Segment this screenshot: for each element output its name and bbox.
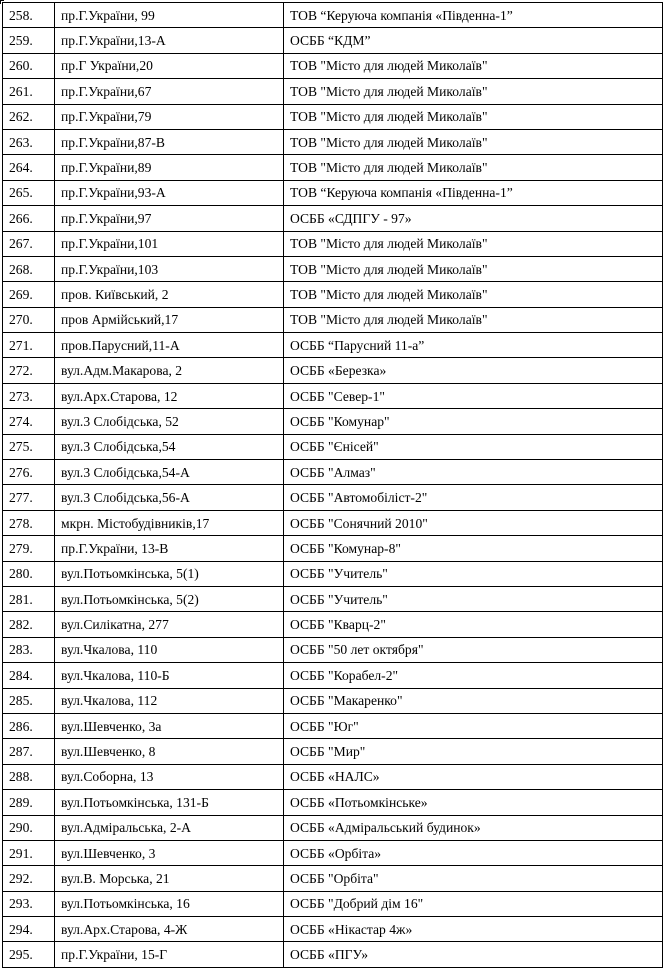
row-number-cell: 292. — [3, 866, 55, 891]
address-cell: вул.Адміральська, 2-А — [55, 815, 284, 840]
address-cell: вул.Адм.Макарова, 2 — [55, 358, 284, 383]
address-cell: вул.В. Морська, 21 — [55, 866, 284, 891]
row-number-cell: 276. — [3, 460, 55, 485]
address-cell: вул.Арх.Старова, 4-Ж — [55, 917, 284, 942]
address-cell: пр.Г.України,79 — [55, 104, 284, 129]
address-cell: вул.Чкалова, 110-Б — [55, 663, 284, 688]
address-cell: вул.Потьомкінська, 16 — [55, 891, 284, 916]
organization-cell: ОСББ «Потьомкінське» — [284, 790, 663, 815]
organization-cell: ТОВ "Місто для людей Миколаїв" — [284, 79, 663, 104]
table-row — [3, 434, 663, 459]
table-row — [3, 28, 663, 53]
table-row — [3, 510, 663, 535]
table-row — [3, 891, 663, 916]
address-cell: пр.Г.України, 99 — [55, 3, 284, 28]
organization-cell: ОСББ "Комунар-8" — [284, 536, 663, 561]
address-cell: пр.Г.України,67 — [55, 79, 284, 104]
row-number-cell: 266. — [3, 206, 55, 231]
row-number-cell: 274. — [3, 409, 55, 434]
table-row — [3, 536, 663, 561]
organization-cell: ОСББ "Добрий дім 16" — [284, 891, 663, 916]
row-number-cell: 258. — [3, 3, 55, 28]
organization-cell: ОСББ “КДМ” — [284, 28, 663, 53]
table-row — [3, 637, 663, 662]
address-cell: пров.Парусний,11-А — [55, 333, 284, 358]
row-number-cell: 294. — [3, 917, 55, 942]
address-cell: пр.Г.України,13-А — [55, 28, 284, 53]
organization-cell: ОСББ "Кварц-2" — [284, 612, 663, 637]
row-number-cell: 272. — [3, 358, 55, 383]
organization-cell: ТОВ "Місто для людей Миколаїв" — [284, 231, 663, 256]
row-number-cell: 286. — [3, 713, 55, 738]
table-row — [3, 104, 663, 129]
organization-cell: ОСББ «СДПГУ - 97» — [284, 206, 663, 231]
table-row — [3, 586, 663, 611]
address-cell: пр.Г.України,101 — [55, 231, 284, 256]
table-row — [3, 256, 663, 281]
address-cell: вул.3 Слобідська,56-А — [55, 485, 284, 510]
table-row — [3, 485, 663, 510]
table-row — [3, 155, 663, 180]
address-cell: пр.Г.України,103 — [55, 256, 284, 281]
table-row — [3, 53, 663, 78]
row-number-cell: 285. — [3, 688, 55, 713]
table-row — [3, 460, 663, 485]
address-cell: вул.Силікатна, 277 — [55, 612, 284, 637]
row-number-cell: 259. — [3, 28, 55, 53]
table-row — [3, 358, 663, 383]
table-row — [3, 3, 663, 28]
table-row — [3, 815, 663, 840]
document-page — [2, 2, 663, 968]
organization-cell: ОСББ "Комунар" — [284, 409, 663, 434]
organization-cell: ТОВ "Місто для людей Миколаїв" — [284, 53, 663, 78]
row-number-cell: 270. — [3, 307, 55, 332]
table-row — [3, 307, 663, 332]
table-row — [3, 917, 663, 942]
organization-cell: ОСББ "50 лет октября" — [284, 637, 663, 662]
table-row — [3, 713, 663, 738]
address-cell: пр.Г.України, 15-Г — [55, 942, 284, 967]
organization-cell: ТОВ “Керуюча компанія «Південна-1” — [284, 180, 663, 205]
address-cell: вул.Потьомкінська, 5(2) — [55, 586, 284, 611]
table-row — [3, 383, 663, 408]
table-row — [3, 764, 663, 789]
table-row — [3, 129, 663, 154]
organization-cell: ТОВ "Місто для людей Миколаїв" — [284, 282, 663, 307]
table-row — [3, 79, 663, 104]
address-cell: вул.Потьомкінська, 131-Б — [55, 790, 284, 815]
row-number-cell: 261. — [3, 79, 55, 104]
table-row — [3, 663, 663, 688]
organization-cell: ОСББ "Юг" — [284, 713, 663, 738]
table-row — [3, 840, 663, 865]
organization-cell: ОСББ «Адміральський будинок» — [284, 815, 663, 840]
organization-cell: ОСББ "Сонячний 2010" — [284, 510, 663, 535]
address-cell: вул.Арх.Старова, 12 — [55, 383, 284, 408]
address-cell: вул.Шевченко, 3 — [55, 840, 284, 865]
row-number-cell: 284. — [3, 663, 55, 688]
address-cell: пр.Г.України,89 — [55, 155, 284, 180]
organization-cell: ТОВ "Місто для людей Миколаїв" — [284, 104, 663, 129]
row-number-cell: 260. — [3, 53, 55, 78]
row-number-cell: 269. — [3, 282, 55, 307]
address-cell: пр.Г.України, 13-В — [55, 536, 284, 561]
row-number-cell: 267. — [3, 231, 55, 256]
row-number-cell: 282. — [3, 612, 55, 637]
organization-cell: ОСББ “Парусний 11-а” — [284, 333, 663, 358]
table-row — [3, 866, 663, 891]
row-number-cell: 263. — [3, 129, 55, 154]
table-row — [3, 790, 663, 815]
organization-cell: ТОВ "Місто для людей Миколаїв" — [284, 256, 663, 281]
row-number-cell: 288. — [3, 764, 55, 789]
organization-cell: ТОВ "Місто для людей Миколаїв" — [284, 129, 663, 154]
table-row — [3, 612, 663, 637]
organization-cell: ОСББ "Корабел-2" — [284, 663, 663, 688]
table-row — [3, 206, 663, 231]
address-cell: вул.Чкалова, 110 — [55, 637, 284, 662]
row-number-cell: 264. — [3, 155, 55, 180]
row-number-cell: 295. — [3, 942, 55, 967]
organization-cell: ОСББ «Березка» — [284, 358, 663, 383]
organization-cell: ОСББ «Орбіта» — [284, 840, 663, 865]
address-cell: вул.Шевченко, 8 — [55, 739, 284, 764]
table-row — [3, 409, 663, 434]
address-cell: пров Армійський,17 — [55, 307, 284, 332]
address-cell: вул.Чкалова, 112 — [55, 688, 284, 713]
organization-cell: ОСББ «Нікастар 4ж» — [284, 917, 663, 942]
registry-table-body — [3, 3, 663, 968]
address-cell: пров. Київський, 2 — [55, 282, 284, 307]
row-number-cell: 279. — [3, 536, 55, 561]
row-number-cell: 281. — [3, 586, 55, 611]
organization-cell: ТОВ "Місто для людей Миколаїв" — [284, 307, 663, 332]
address-cell: вул.Соборна, 13 — [55, 764, 284, 789]
row-number-cell: 278. — [3, 510, 55, 535]
organization-cell: ОСББ «НАЛС» — [284, 764, 663, 789]
organization-cell: ОСББ «ПГУ» — [284, 942, 663, 967]
address-cell: мкрн. Містобудівників,17 — [55, 510, 284, 535]
address-cell: вул.3 Слобідська, 52 — [55, 409, 284, 434]
organization-cell: ОСББ "Мир" — [284, 739, 663, 764]
table-row — [3, 333, 663, 358]
organization-cell: ТОВ "Місто для людей Миколаїв" — [284, 155, 663, 180]
address-cell: вул.Шевченко, 3а — [55, 713, 284, 738]
table-row — [3, 942, 663, 967]
address-cell: вул.Потьомкінська, 5(1) — [55, 561, 284, 586]
row-number-cell: 293. — [3, 891, 55, 916]
row-number-cell: 289. — [3, 790, 55, 815]
organization-cell: ТОВ “Керуюча компанія «Південна-1” — [284, 3, 663, 28]
organization-cell: ОСББ "Макаренко" — [284, 688, 663, 713]
address-cell: пр.Г.України,93-А — [55, 180, 284, 205]
table-row — [3, 688, 663, 713]
organization-cell: ОСББ "Север-1" — [284, 383, 663, 408]
organization-cell: ОСББ "Автомобіліст-2" — [284, 485, 663, 510]
table-row — [3, 282, 663, 307]
address-cell: вул.3 Слобідська,54-А — [55, 460, 284, 485]
row-number-cell: 273. — [3, 383, 55, 408]
address-cell: пр.Г України,20 — [55, 53, 284, 78]
row-number-cell: 290. — [3, 815, 55, 840]
table-row — [3, 231, 663, 256]
registry-table — [2, 2, 663, 968]
address-cell: пр.Г.України,87-В — [55, 129, 284, 154]
table-row — [3, 739, 663, 764]
organization-cell: ОСББ "Алмаз" — [284, 460, 663, 485]
address-cell: вул.3 Слобідська,54 — [55, 434, 284, 459]
row-number-cell: 287. — [3, 739, 55, 764]
row-number-cell: 268. — [3, 256, 55, 281]
row-number-cell: 291. — [3, 840, 55, 865]
organization-cell: ОСББ "Орбіта" — [284, 866, 663, 891]
row-number-cell: 275. — [3, 434, 55, 459]
row-number-cell: 262. — [3, 104, 55, 129]
row-number-cell: 280. — [3, 561, 55, 586]
table-row — [3, 180, 663, 205]
row-number-cell: 265. — [3, 180, 55, 205]
table-row — [3, 561, 663, 586]
row-number-cell: 277. — [3, 485, 55, 510]
row-number-cell: 271. — [3, 333, 55, 358]
organization-cell: ОСББ "Учитель" — [284, 561, 663, 586]
address-cell: пр.Г.України,97 — [55, 206, 284, 231]
row-number-cell: 283. — [3, 637, 55, 662]
organization-cell: ОСББ "Єнісей" — [284, 434, 663, 459]
organization-cell: ОСББ "Учитель" — [284, 586, 663, 611]
